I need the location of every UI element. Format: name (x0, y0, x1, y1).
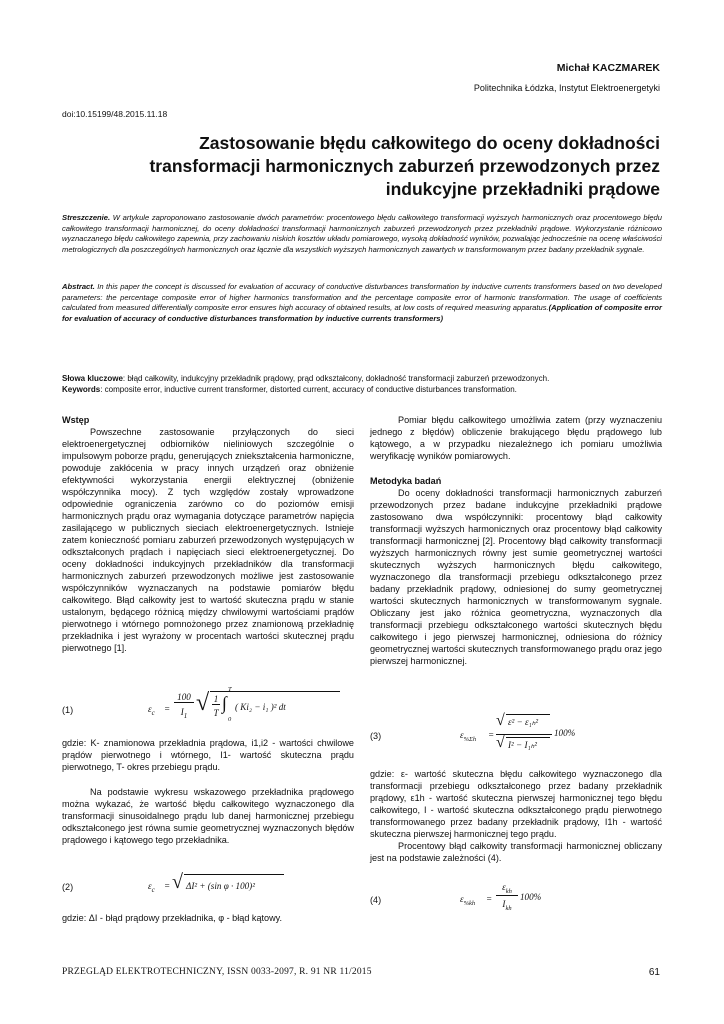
abstract-en-title: (Application of composite error for evaluation of accuracy of conductive disturbances transformation by inductive currents transformers) (62, 303, 662, 323)
abstract-pl-text: W artykule zaproponowano zastosowanie dwóch parametrów: procentowego błędu całkowitego transformacji wyższych harmonicznych oraz procentowego błędu całkowitego transformacji harmonicznej, do oceny dokładności transformacji harmonicznych zaburzeń przewodzonych przez przekładniki prądowe. Wykorzystanie różnicowo wyznaczanego błędu całkowitego zapewnia, przy zachowaniu niskich kosztów układu pomiarowego, wysoką dokładność wyników, pozwalając jednocześnie na ocenę właściwości metrologicznych dla poszczególnych harmonicznych oraz łącznie dla wszystkich wyższych harmonicznych zawartych w transformowanym przez badany przekładnik sygnale. (62, 213, 662, 254)
method-paragraph-1: Pomiar błędu całkowitego umożliwia zatem (przy wyznaczeniu jednego z błędów) obliczenie brakującego błędu prądowego lub kątowego, a w przypadku niezależnego ich pomiaru umożliwia weryfikację wyników pomiarowych. (370, 415, 662, 461)
paper-title: Zastosowanie błędu całkowitego do oceny dokładności transformacji harmonicznych zaburzeń przewodzonych przez indukcyjne przekładniki prądowe (149, 133, 660, 199)
left-column-3 (62, 912, 354, 924)
abstract-en-label: Abstract. (62, 282, 95, 291)
affiliation: Politechnika Łódzka, Instytut Elektroenergetyki (473, 83, 660, 93)
journal-footer: PRZEGLĄD ELEKTROTECHNICZNY, ISSN 0033-2097, R. 91 NR 11/2015 (62, 967, 372, 977)
section-heading-method: Metodyka badań (370, 476, 442, 486)
eq1-coef-den: I (180, 707, 184, 717)
eq3-tail: 100% (554, 728, 576, 738)
section-heading-intro: Wstęp (62, 415, 90, 425)
eq4-number: (4) (370, 895, 382, 905)
eq4-numerator: ε (502, 882, 506, 892)
integral-icon: ∫ (222, 693, 227, 713)
eq2-number: (2) (62, 882, 74, 892)
equation-1 (148, 686, 348, 730)
abstract-pl-label: Streszczenie. (62, 213, 111, 222)
eq1-inner-num: 1 (213, 694, 219, 704)
eq2-rhs: ΔI² + (sin φ · 100)² (186, 881, 255, 891)
eq4-denominator-sub: kh (505, 904, 512, 912)
eq3-numerator: ε² − ε₁ₕ² (508, 717, 539, 727)
eq2-lhs-sub: c (151, 885, 155, 894)
eq1-coef-den-sub: 1 (183, 711, 188, 720)
eq3-denominator: I² − I₁ₕ² (508, 740, 538, 750)
eq4-denominator: I (502, 899, 506, 909)
keywords-en-label: Keywords (62, 384, 101, 394)
page-number: 61 (648, 967, 660, 978)
eq4-equals: = (486, 894, 493, 904)
equation-2 (148, 871, 348, 900)
eq2-legend: gdzie: ΔI - błąd prądowy przekładnika, φ - błąd kątowy. (62, 913, 283, 923)
eq3-lhs-sub: %Σh (463, 735, 477, 743)
eq3-num-sqrt-bar (506, 714, 550, 715)
eq2-equals: = (164, 881, 171, 891)
eq3-num-sqrt-icon: √ (496, 712, 505, 729)
method-paragraph-2: Do oceny dokładności transformacji harmonicznych zaburzeń przewodzonych przez badane indukcyjne przekładniki prądowe zastosowano dwa współczynniki: procentowy błąd całkowity transformacji wyższych harmonicznych oraz procentowy błąd całkowity transformacji harmonicznej [2]. Procentowy błąd całkowity transformacji wyższych harmonicznych równy jest sumie geometrycznej wartości skutecznych wyższych harmonicznych błędu całkowitego, wyznaczonego dla transformacji przebiegu odkształconego przez badany przekładnik prądowy, odniesionej do sumy geometrycznej wartości skutecznych harmonicznych w transformowanym sygnale. Obliczany jest jako różnica geometryczna, wyznaczonych dla transformacji przebiegu odkształconego wartości skutecznych błędu całkowitego i jego pierwszej harmonicznej, odniesiona do różnicy geometrycznej wartości skutecznych transformowanego prądu oraz jego pierwszej harmonicznej. (370, 488, 662, 666)
eq1-coef-num: 100 (174, 692, 194, 703)
eq2-sqrt-bar (184, 874, 284, 875)
eq3-equals: = (488, 730, 495, 740)
eq1-sqrt-icon: √ (196, 690, 210, 716)
left-column (62, 414, 354, 654)
keywords-en-text: : composite error, inductive current transformer, distorted current, accuracy of conductive disturbances transformation. (100, 384, 517, 394)
method-paragraph-3: Procentowy błąd całkowity transformacji harmonicznej obliczany jest na podstawie zależności (4). (370, 841, 662, 863)
author-name: Michał KACZMAREK (556, 62, 660, 74)
eq4-lhs-sub: %kh (463, 899, 476, 907)
eq1-lhs: ε (148, 704, 152, 714)
eq2-sqrt-icon: √ (172, 871, 183, 893)
keywords-pl-text: : błąd całkowity, indukcyjny przekładnik prądowy, prąd odkształcony, dokładność transformacji zaburzeń przewodzonych. (122, 374, 550, 383)
eq1-int-upper: T (228, 686, 232, 693)
equation-3 (460, 712, 660, 760)
eq1-int-lower: 0 (228, 716, 232, 723)
eq4-numerator-sub: kh (505, 887, 512, 895)
eq1-number: (1) (62, 705, 74, 715)
eq1-legend: gdzie: K- znamionowa przekładnia prądowa, i1,i2 - wartości chwilowe prądów pierwotnego i wtórnego, I1- wartość skuteczna prądu pierwotnego, T- okres przebiegu prądu. (62, 738, 354, 772)
intro-paragraph-1: Powszechne zastosowanie przyłączonych do sieci elektroenergetycznej odbiorników nieliniowych szczególnie o impulsowym poborze prądu, generujących zniekształcenia harmoniczne, powoduje zakłócenia w pracy innych urządzeń oraz obniżenie efektywności wykorzystania energii elektrycznej (obniżenie współczynnika mocy). Z tych względów zostały wprowadzone odpowiednie ograniczenia zarówno co do poziomów emisji harmonicznych prądu oraz wymagania dotyczące parametrów napięcia zasilającego w publicznych sieciach elektroenergetycznych. Istnieje zatem konieczność pomiaru zaburzeń przewodzonych występujących w odkształconych prądach i napięciach sieci elektroenergetycznej. Do oceny dokładności indukcyjnych przekładników dla transformacji harmonicznych zaburzeń przewodzonych możliwe jest zastosowanie współczynników wyznaczanych na podstawie pomiarów błędu całkowitego. Błąd całkowity jest to wartość skuteczna prądu w stanie ustalonym, będącego różnicą między chwilowymi wartościami prądów pierwotnego i wtórnego pomnożonego przez znamionową przekładnię przekładnika i jest wyrażony w procentach wartości skutecznej prądu pierwotnego [1]. (62, 427, 354, 653)
equation-4 (460, 880, 660, 920)
abstract-en-text: In this paper the concept is discussed for evaluation of accuracy of conductive disturbances transformation by inductive currents transformers based on two developed parameters: the percentage composite error of higher harmonics transformation and the percentage composite error of harmonic transformation. The usage of coefficients calculated from measured differentially composite error ensures high accuracy of obtained results, at low costs of required measuring apparatus. (62, 282, 662, 313)
eq3-lhs: ε (460, 730, 464, 740)
eq1-integrand: ( Ki₂ − i₁ )² dt (235, 702, 286, 712)
eq3-den-sqrt-bar (506, 737, 550, 738)
eq3-legend: gdzie: ε- wartość skuteczna błędu całkowitego wyznaczonego dla transformacji przebiegu odkształconego przez badany przekładnik prądowy, ε1h - wartość skuteczna pierwszej harmonicznej tego błędu całkowitego, I - wartość skuteczna odkształconego prądu pierwotnego transformowanego przez badany przekładnik prądowy, I1h - wartość skuteczna pierwszej harmonicznej tego prądu. (370, 769, 662, 839)
right-column-2 (370, 768, 662, 864)
right-column (370, 414, 662, 667)
eq3-den-sqrt-icon: √ (496, 734, 505, 751)
abstract-pl (62, 213, 662, 255)
eq1-lhs-sub: c (151, 708, 155, 717)
eq4-lhs: ε (460, 894, 464, 904)
keywords-pl-label: Słowa kluczowe (62, 374, 123, 383)
eq1-inner-den: T (213, 708, 219, 718)
abstract-en (62, 282, 662, 324)
left-column-2 (62, 737, 354, 846)
doi: doi:10.15199/48.2015.11.18 (62, 109, 168, 119)
eq1-equals: = (164, 704, 171, 714)
eq2-lhs: ε (148, 881, 152, 891)
intro-paragraph-2: Na podstawie wykresu wskazowego przekładnika prądowego można wykazać, że wartość błędu całkowitego wyznaczonego dla transformacji sinusoidalnego prądu lub danej harmonicznej przebiegu odkształconego jest równa sumie geometrycznej wyznaczonych błędów prądowego i kątowego tego przekładnika. (62, 787, 354, 845)
keywords (62, 374, 672, 395)
eq4-tail: 100% (520, 892, 542, 902)
eq3-number: (3) (370, 731, 382, 741)
